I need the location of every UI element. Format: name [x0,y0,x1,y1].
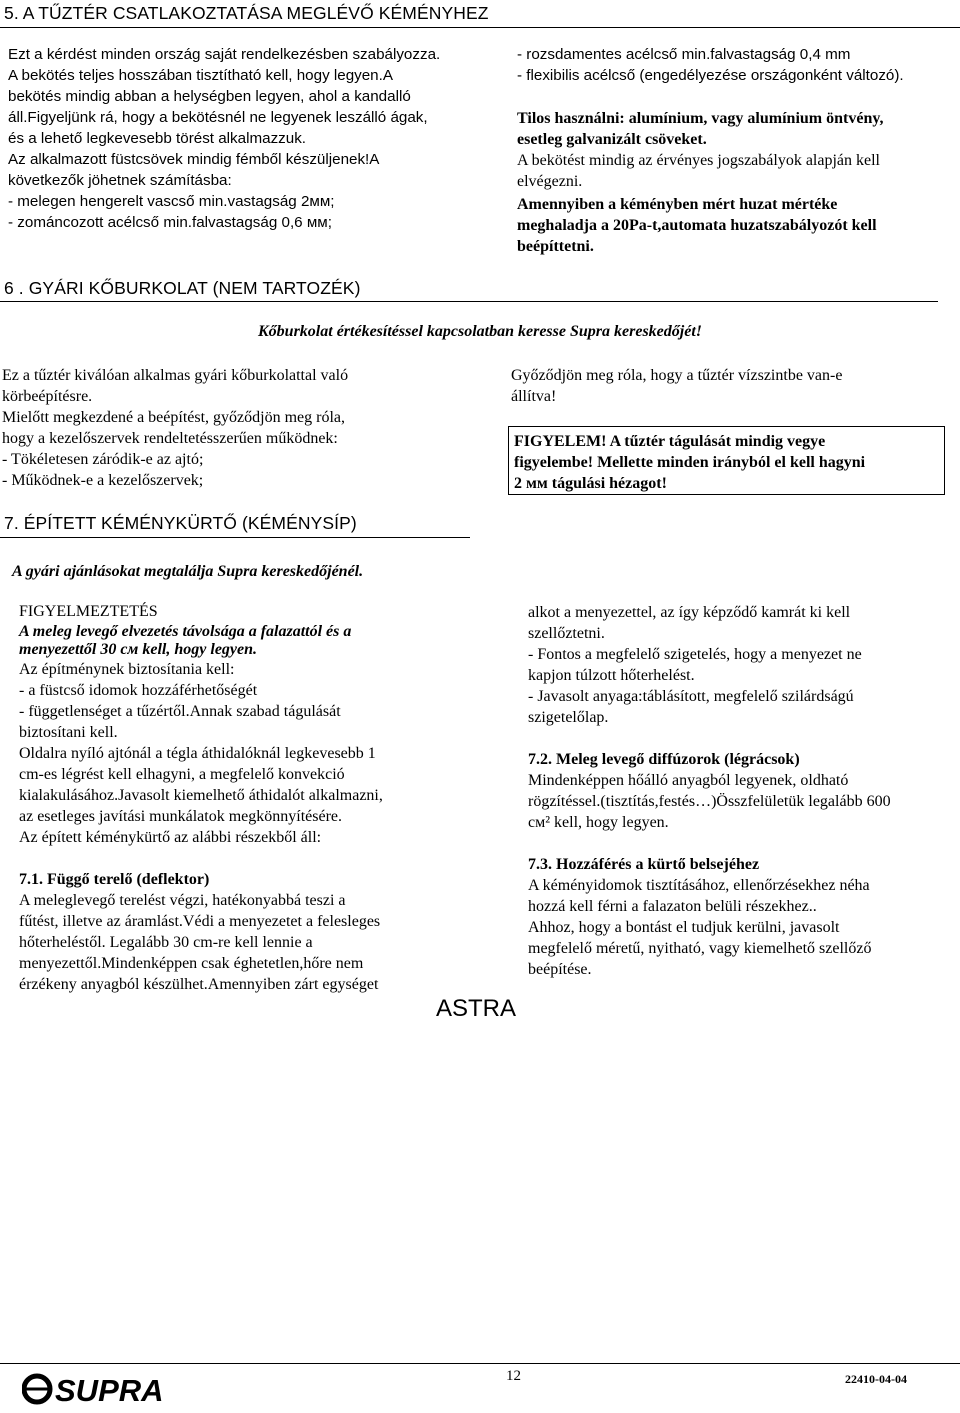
text-line: elvégezni. [517,173,583,190]
text-line: érzékeny anyagból készülhet.Amennyiben zárt egységet [19,976,379,993]
text-line: - Fontos a megfelelő szigetelés, hogy a menyezet ne [528,646,862,663]
text-line: - zománcozott acélcső min.falvastagság 0,6 мм; [8,214,332,231]
section6-divider [0,301,938,302]
text-line: az esetleges javítási munkálatok megkönnyítésére. [19,808,342,825]
section5-divider [0,27,960,28]
text-line: - flexibilis acélcső (engedélyezése országonként változó). [517,67,904,84]
box-text: FIGYELEM! A tűztér tágulását mindig vegye [514,433,826,450]
text-line: - Működnek-e a kezelőszervek; [2,472,204,489]
text-line: A bekötés teljes hosszában tisztítható kell, hogy legyen.A [8,67,393,84]
text-line: - Tökéletesen záródik-e az ajtó; [2,451,204,468]
text-line: rögzítéssel.(tisztítás,festés…)Összfelületük legalább 600 [528,793,891,810]
section6-note: Kőburkolat értékesítéssel kapcsolatban keresse Supra kereskedőjét! [258,323,702,340]
document-code: 22410-04-04 [845,1372,907,1386]
model-name: ASTRA [436,995,517,1022]
text-line: menyezettől.Mindenképpen csak éghetetlen,hőre nem [19,955,364,972]
text-line: Oldalra nyíló ajtónál a tégla áthidalóknál legkevesebb 1 [19,745,376,762]
text-line: A bekötést mindig az érvényes jogszabályok alapján kell [517,152,880,169]
supra-logo [22,1372,192,1406]
text-line: áll.Figyeljünk rá, hogy a bekötésnél ne legyenek leszálló ágak, [8,109,428,126]
text-line: biztosítani kell. [19,724,118,741]
box-text: figyelembe! Mellette minden irányból el kell hagyni [514,454,866,471]
draft-text: meghaladja a 20Pa-t,automata huzatszabályozót kell [517,217,877,234]
text-line: szellőztetni. [528,625,605,642]
subsection-title: 7.2. Meleg levegő diffúzorok (légrácsok) [528,751,800,768]
text-line: megfelelő méretű, nyitható, vagy kiemelhető szellőző [528,940,872,957]
text-line: hogy a kezelőszervek rendeltetésszerűen működnek: [2,430,338,447]
text-line: állítva! [511,388,557,405]
text-line: - Javasolt anyaga:táblásított, megfelelő szilárdságú [528,688,854,705]
text-line: bekötés mindig abban a helységben legyen, ahol a kandalló [8,88,411,105]
box-text: 2 мм tágulási hézagot! [514,475,667,492]
text-line: Mindenképpen hőálló anyagból legyenek, oldható [528,772,849,789]
text-line: körbeépítésre. [2,388,93,405]
text-line: fűtést, illetve az áramlást.Védi a menyezetet a felesleges [19,913,381,930]
text-line: Az épített kéménykürtő az alábbi részekből áll: [19,829,322,846]
text-line: - a füstcső idomok hozzáférhetőségét [19,682,258,699]
draft-text: Amennyiben a kéményben mért huzat mértéke [517,196,838,213]
text-line: - rozsdamentes acélcső min.falvastagság 0,4 mm [517,46,851,63]
text-line: Győződjön meg róla, hogy a tűztér vízszintbe van-e [511,367,843,384]
text-line: hőterheléstől. Legalább 30 cm-re kell lennie a [19,934,313,951]
draft-text: beépíttetni. [517,238,594,255]
section7-divider [0,537,470,538]
section7-heading: 7. ÉPÍTETT KÉMÉNYKÜRTŐ (KÉMÉNYSÍP) [4,513,357,533]
warning-text: esetleg galvanizált csöveket. [517,131,707,148]
warning-text: menyezettől 30 см kell, hogy legyen. [19,641,258,658]
text-line: következők jöhetnek számításba: [8,172,232,189]
text-line: kialakulásához.Javasolt kiemelhető áthidalót alkalmazni, [19,787,383,804]
text-line: szigetelőlap. [528,709,609,726]
text-line: cm-es légrést kell elhagyni, a megfelelő konvekció [19,766,345,783]
text-line: Ahhoz, hogy a bontást el tudjuk kerülni, javasolt [528,919,840,936]
text-line: alkot a menyezettel, az így képződő kamrát ki kell [528,604,851,621]
page-number: 12 [506,1368,521,1384]
subsection-title: 7.3. Hozzáférés a kürtő belsejéhez [528,856,760,873]
text-line: см² kell, hogy legyen. [528,814,669,831]
svg-text:SUPRA: SUPRA [55,1373,164,1406]
warning-text: Tilos használni: alumínium, vagy alumínium öntvény, [517,110,884,127]
supra-logo-icon [22,1372,192,1406]
section7-note: A gyári ajánlásokat megtalálja Supra kereskedőjénél. [12,563,364,580]
warning-text: A meleg levegő elvezetés távolsága a falazattól és a [19,623,352,640]
text-line: Az építménynek biztosítania kell: [19,661,235,678]
text-line: Mielőtt megkezdené a beépítést, győződjön meg róla, [2,409,345,426]
section6-heading: 6 . GYÁRI KŐBURKOLAT (NEM TARTOZÉK) [4,278,361,298]
warning-title: FIGYELMEZTETÉS [19,603,158,620]
text-line: - függetlenséget a tűzértől.Annak szabad tágulását [19,703,341,720]
footer-divider [0,1363,960,1364]
text-line: A kéményidomok tisztításához, ellenőrzésekhez néha [528,877,870,894]
text-line: hozzá kell férni a falazaton belüli részekhez.. [528,898,817,915]
text-line: - melegen hengerelt vascső min.vastagság 2мм; [8,193,335,210]
text-line: Ezt a kérdést minden ország saját rendelkezésben szabályozza. [8,46,441,63]
text-line: Az alkalmazott füstcsövek mindig fémből készüljenek!A [8,151,380,168]
text-line: A meleglevegő terelést végzi, hatékonyabbá teszi a [19,892,346,909]
text-line: beépítése. [528,961,592,978]
section5-heading: 5. A TŰZTÉR CSATLAKOZTATÁSA MEGLÉVŐ KÉMÉNYHEZ [4,3,489,23]
subsection-title: 7.1. Függő terelő (deflektor) [19,871,210,888]
text-line: kapjon túlzott hőterhelést. [528,667,695,684]
text-line: és a lehető legkevesebb törést alkalmazzuk. [8,130,307,147]
text-line: Ez a tűztér kiválóan alkalmas gyári kőburkolattal való [2,367,349,384]
